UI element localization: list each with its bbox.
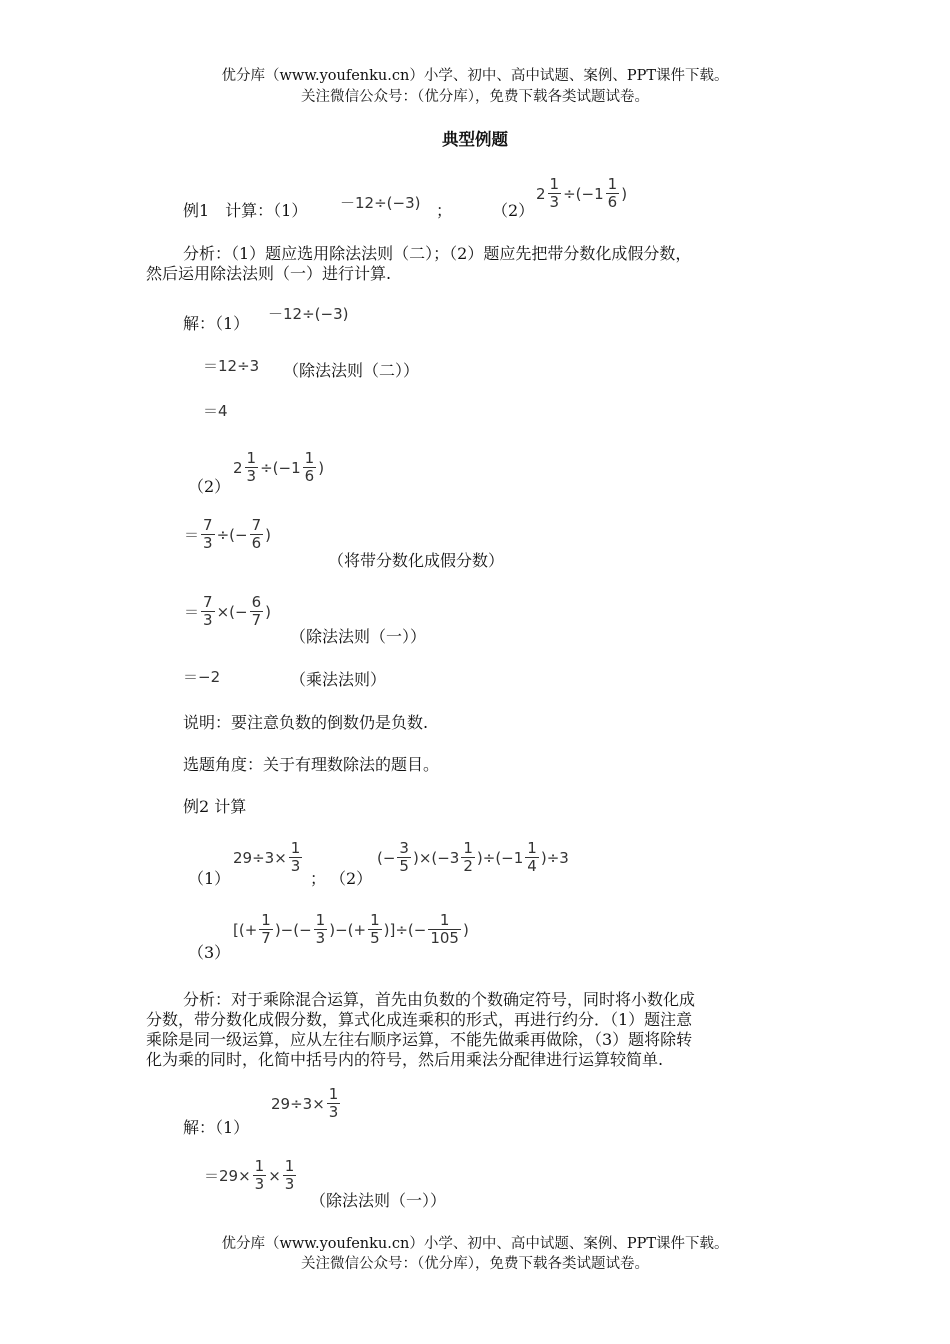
operator: × (268, 1166, 281, 1185)
ex1-step-5-note: （乘法法则） (290, 670, 387, 689)
ex2-expr-2 (376, 840, 570, 875)
fraction: $\frac{7}{6}$ (251, 516, 262, 552)
fraction: $\frac{1}{3}$ (549, 175, 560, 211)
header-line-1: 优分库（www.youfenku.cn）小学、初中、高中试题、案例、PPT课件下载。 (221, 68, 729, 84)
fraction: $\frac{1}{7}$ (261, 911, 271, 947)
ex2-part1-label: （1） (188, 869, 231, 888)
operator: )×(−3 (412, 848, 460, 867)
fraction: $\frac{1}{3}$ (254, 1157, 265, 1193)
ex2-solution-expr (270, 1086, 341, 1121)
ex2-expr-1 (232, 840, 303, 875)
fraction: $\frac{1}{3}$ (328, 1085, 339, 1121)
paren-open: (− (377, 848, 396, 867)
operator: )÷(−1 (476, 848, 524, 867)
paren-close: ) (621, 184, 628, 203)
operator: ÷(−1 (563, 184, 604, 203)
operator: )÷3 (540, 848, 569, 867)
paren-close: ) (462, 920, 469, 939)
expr-text: 29÷3× (271, 1094, 325, 1113)
ex1-step-1-note: （除法法则（二）） (283, 361, 420, 380)
fraction: $\frac{1}{4}$ (527, 839, 537, 875)
ex2-label: 例2 计算 (183, 797, 247, 816)
operator: ÷(−1 (260, 458, 301, 477)
ex1-analysis-line-1: 分析：（1）题应选用除法法则（二）；（2）题应先把带分数化成假分数， (183, 244, 692, 263)
fraction: $\frac{1}{6}$ (607, 175, 618, 211)
fraction: $\frac{7}{3}$ (203, 593, 213, 629)
operator: )−(+ (329, 920, 367, 939)
ex2-part2-label: （2） (330, 869, 373, 888)
paren-close: ) (318, 458, 325, 477)
operator: )]÷(− (383, 920, 427, 939)
ex1-angle: 选题角度：关于有理数除法的题目。 (183, 755, 440, 774)
ex1-solution-expr: －12÷(−3) (268, 305, 349, 323)
footer-line-1: 优分库（www.youfenku.cn）小学、初中、高中试题、案例、PPT课件下载。 (221, 1236, 729, 1252)
header-line-2: 关注微信公众号：（优分库），免费下载各类试题试卷。 (301, 89, 649, 105)
fraction: $\frac{7}{3}$ (203, 516, 213, 552)
ex1-expr-2 (535, 176, 628, 211)
ex2-step-1 (203, 1158, 297, 1193)
fraction: $\frac{1}{3}$ (290, 839, 301, 875)
ex2-analysis-line-1: 分析：对于乘除混合运算，首先由负数的个数确定符号，同时将小数化成 (183, 990, 696, 1009)
ex1-label: 例1 计算：（1） (183, 201, 308, 220)
ex2-analysis-line-2: 分数，带分数化成假分数，算式化成连乘积的形式，再进行约分．（1）题注意 (146, 1010, 693, 1029)
ex2-expr-3 (232, 912, 470, 947)
fraction: $\frac{1}{6}$ (304, 449, 315, 485)
ex2-analysis-line-4: 化为乘的同时，化简中括号内的符号，然后用乘法分配律进行运算较简单. (146, 1050, 664, 1069)
paren-close: ) (265, 525, 271, 544)
fraction: $\frac{1}{3}$ (315, 911, 326, 947)
operator: ÷(− (216, 525, 248, 544)
ex2-part3-label: （3） (188, 943, 231, 962)
expr-text: ＝29× (204, 1167, 251, 1185)
expr-text: 29÷3× (233, 848, 287, 867)
fraction: $\frac{3}{5}$ (399, 839, 409, 875)
ex1-step-4-note: （除法法则（一）） (290, 627, 427, 646)
fraction: $\frac{1}{2}$ (463, 839, 473, 875)
operator: ×(− (216, 602, 248, 621)
fraction: $\frac{6}{7}$ (251, 593, 262, 629)
fraction: $\frac{1}{3}$ (284, 1157, 295, 1193)
ex1-separator: ； (436, 201, 453, 220)
ex1-step-5: ＝−2 (183, 668, 221, 686)
footer-line-2: 关注微信公众号：（优分库），免费下载各类试题试卷。 (301, 1256, 649, 1272)
ex1-step-1: ＝12÷3 (203, 357, 260, 375)
bracket-open: [(+ (233, 920, 258, 939)
ex1-part2-solution-label: （2） (188, 477, 231, 496)
whole-number: 2 (536, 184, 546, 203)
ex1-note: 说明：要注意负数的倒数仍是负数. (183, 713, 429, 732)
equals: ＝ (184, 603, 200, 621)
operator: )−(− (274, 920, 312, 939)
page-title: 典型例题 (442, 130, 508, 149)
ex2-solution-label: 解：（1） (183, 1118, 250, 1137)
ex2-step-1-note: （除法法则（一）） (310, 1191, 447, 1210)
ex1-step-3-note: （将带分数化成假分数） (328, 551, 505, 570)
whole-number: 2 (233, 458, 243, 477)
ex1-step-2: ＝4 (203, 402, 228, 420)
equals: ＝ (184, 526, 200, 544)
ex2-analysis-line-3: 乘除是同一级运算，应从左往右顺序运算，不能先做乘再做除，（3）题将除转 (146, 1030, 693, 1049)
fraction: $\frac{1}{3}$ (246, 449, 257, 485)
ex1-solution-label: 解：（1） (183, 314, 250, 333)
ex2-separator: ； (310, 869, 327, 888)
ex1-part2-expr (232, 450, 325, 485)
ex1-analysis-line-2: 然后运用除法法则（一）进行计算. (146, 264, 392, 283)
fraction: $\frac{1}{105}$ (430, 911, 459, 947)
ex1-expr-1: －12÷(−3) (340, 194, 421, 212)
paren-close: ) (265, 602, 271, 621)
ex1-step-4 (183, 594, 272, 629)
fraction: $\frac{1}{5}$ (370, 911, 380, 947)
ex1-part2-label: （2） (492, 201, 535, 220)
ex1-step-3 (183, 517, 272, 552)
